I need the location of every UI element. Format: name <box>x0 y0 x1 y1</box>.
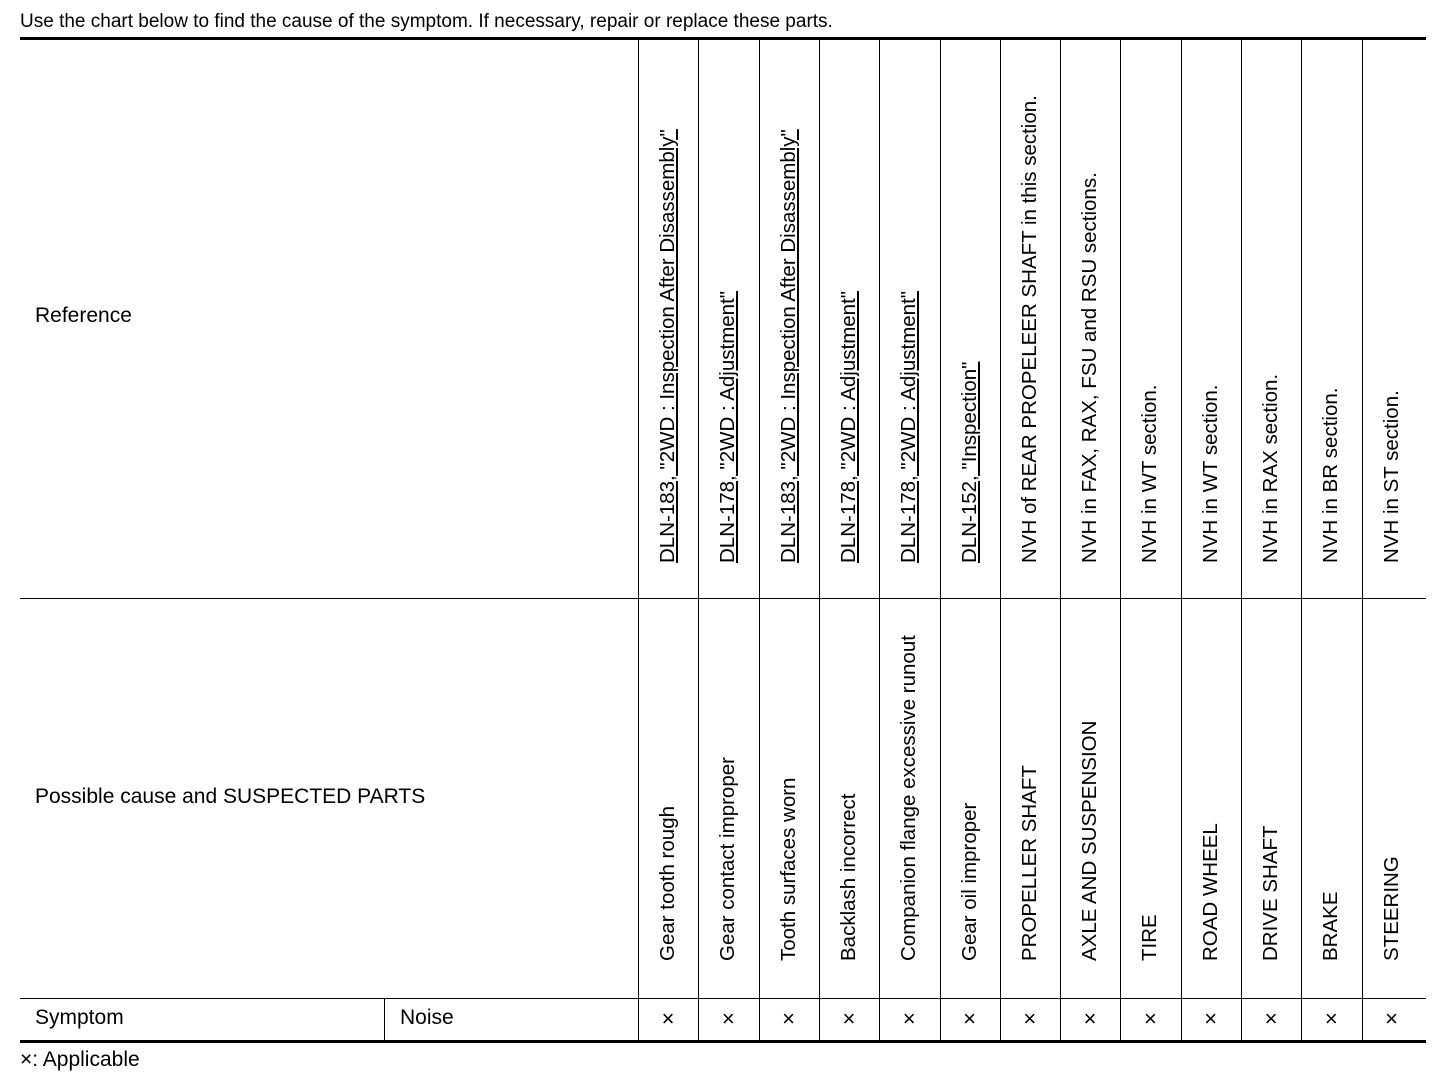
cause-text: Backlash incorrect <box>836 793 860 961</box>
reference-cell <box>940 40 1000 587</box>
applicable-mark: × <box>1083 1006 1097 1031</box>
cause-cell <box>1120 599 1180 985</box>
applicable-mark: × <box>963 1006 976 1031</box>
applicable-mark: × <box>721 1006 735 1031</box>
cause-text: DRIVE SHAFT <box>1259 825 1282 961</box>
cause-text: Gear oil improper <box>957 802 981 961</box>
applicable-mark: × <box>782 1006 796 1031</box>
reference-cell <box>819 40 879 587</box>
cause-cell <box>879 599 939 985</box>
cause-text: Tooth surfaces worn <box>776 777 800 961</box>
applicable-mark: × <box>1264 1006 1278 1031</box>
reference-cell <box>1241 40 1301 587</box>
reference-text: NVH in RAX section. <box>1259 373 1282 563</box>
intro-text: Use the chart below to find the cause of the symptom. If necessary, repair or replace these parts. <box>20 11 833 32</box>
reference-link[interactable]: DLN-178, "2WD : Adjustment" <box>836 290 860 563</box>
reference-cell <box>759 40 819 587</box>
reference-label: Reference <box>35 304 132 327</box>
applicable-mark: × <box>1023 1006 1037 1031</box>
cause-text: Companion flange excessive runout <box>897 635 921 961</box>
applicable-mark: × <box>1143 1006 1157 1031</box>
reference-text: NVH in WT section. <box>1198 384 1222 563</box>
reference-cell <box>1301 40 1361 587</box>
reference-link[interactable]: DLN-183, "2WD : Inspection After Disassembly" <box>656 129 679 563</box>
cause-cell <box>1301 599 1361 985</box>
reference-text: NVH in WT section. <box>1138 384 1162 563</box>
cause-text: BRAKE <box>1319 891 1343 961</box>
legend: ×: Applicable <box>20 1048 140 1071</box>
symptom-value: Noise <box>400 1006 454 1029</box>
table-bottom-rule <box>20 1040 1426 1043</box>
cause-cell <box>1060 599 1120 985</box>
reference-text: NVH in ST section. <box>1379 390 1403 563</box>
cause-text: TIRE <box>1138 914 1162 961</box>
reference-cell <box>1060 40 1120 587</box>
cause-text: STEERING <box>1379 856 1403 961</box>
applicable-mark: × <box>1324 1006 1338 1031</box>
cause-text: Gear contact improper <box>716 757 740 961</box>
reference-link[interactable]: DLN-152, "Inspection" <box>957 361 981 563</box>
applicable-mark: × <box>902 1006 916 1031</box>
causes-label: Possible cause and SUSPECTED PARTS <box>35 785 426 808</box>
reference-cell <box>879 40 939 587</box>
cause-text: ROAD WHEEL <box>1198 823 1222 961</box>
cause-cell <box>819 599 879 985</box>
reference-cell <box>638 40 698 587</box>
reference-cell <box>698 40 758 587</box>
cause-cell <box>1362 599 1422 985</box>
reference-text: NVH in FAX, RAX, FSU and RSU sections. <box>1078 172 1102 563</box>
applicable-mark: × <box>661 1006 675 1031</box>
applicable-mark: × <box>1204 1006 1218 1031</box>
cause-cell <box>638 599 698 985</box>
cause-text: PROPELLER SHAFT <box>1017 765 1041 961</box>
cause-text: AXLE AND SUSPENSION <box>1078 720 1102 961</box>
reference-cell <box>1000 40 1060 587</box>
cause-cell <box>1000 599 1060 985</box>
applicable-mark: × <box>1385 1006 1399 1031</box>
cause-text: Gear tooth rough <box>656 806 679 961</box>
cause-cell <box>1181 599 1241 985</box>
reference-link[interactable]: DLN-178, "2WD : Adjustment" <box>897 290 921 563</box>
cause-cell <box>1241 599 1301 985</box>
row-divider-causes <box>20 998 1426 999</box>
diagnosis-chart <box>20 37 1426 1043</box>
cause-cell <box>759 599 819 985</box>
reference-link[interactable]: DLN-178, "2WD : Adjustment" <box>716 290 740 563</box>
cause-cell <box>698 599 758 985</box>
reference-text: NVH in BR section. <box>1319 387 1343 563</box>
symptom-label: Symptom <box>35 1006 124 1029</box>
reference-cell <box>1120 40 1180 587</box>
reference-cell <box>1362 40 1422 587</box>
symptom-divider <box>384 999 385 1040</box>
reference-link[interactable]: DLN-183, "2WD : Inspection After Disassembly" <box>776 129 800 563</box>
applicable-mark: × <box>842 1006 856 1031</box>
cause-cell <box>940 599 1000 985</box>
reference-cell <box>1181 40 1241 587</box>
reference-text: NVH of REAR PROPELEER SHAFT in this section. <box>1017 95 1041 563</box>
